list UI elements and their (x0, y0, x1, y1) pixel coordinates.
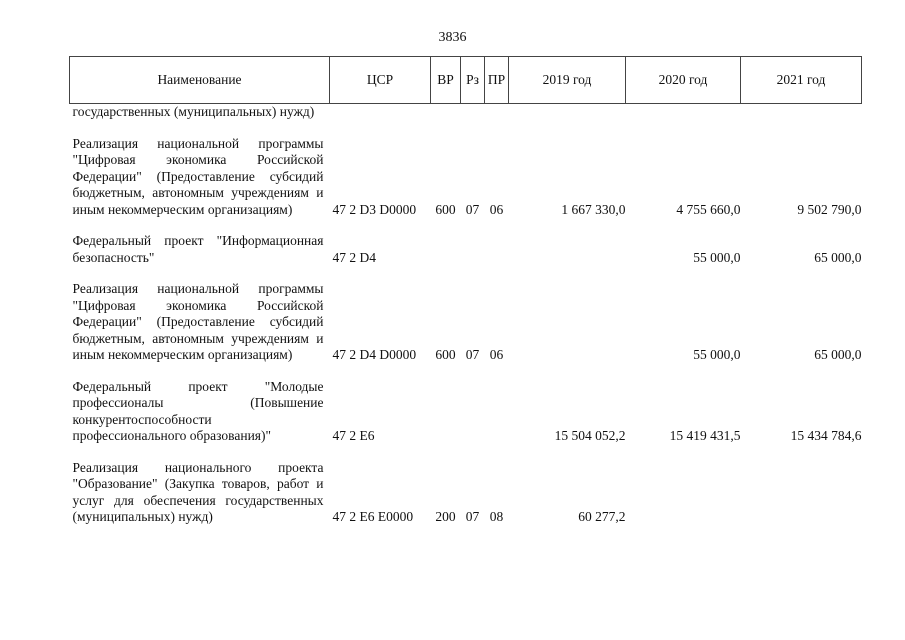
row-vr: 600 (435, 347, 456, 362)
row-value-2020 (626, 460, 741, 529)
table-row (70, 104, 862, 124)
row-value-2021: 65 000,0 (814, 347, 862, 362)
row-pr (485, 233, 509, 269)
row-pr: 08 (489, 509, 504, 524)
row-rz (461, 104, 485, 124)
row-rz: 07 (465, 201, 480, 217)
row-value-2021: 65 000,0 (814, 249, 862, 265)
row-pr: 06 (489, 347, 504, 362)
row-rz: 07 (465, 509, 480, 524)
header-rz: Рз (461, 57, 485, 104)
row-csr: 47 2 E6 E0000 (332, 509, 414, 524)
budget-table (69, 56, 862, 529)
row-name: Федеральный проект "Молодые профессионалы (Повышение конкурентоспособности профессионального образования)" (72, 378, 324, 443)
row-value-2019 (509, 104, 626, 124)
row-value-2019 (509, 233, 626, 269)
row-value-2021: 9 502 790,0 (797, 201, 862, 217)
row-name: Реализация национального проекта "Образование" (Закупка товаров, работ и услуг для обеспечения государственных (муниципальных) нужд) (72, 459, 324, 524)
table-row (70, 233, 862, 269)
row-vr (431, 104, 461, 124)
table-header (70, 57, 862, 104)
row-name: государственных (муниципальных) нужд) (72, 104, 315, 119)
row-vr: 600 (435, 201, 456, 217)
row-csr (330, 104, 431, 124)
row-value-2021 (741, 460, 862, 529)
table-body (70, 104, 862, 529)
row-vr: 200 (435, 509, 456, 524)
row-value-2020: 55 000,0 (693, 347, 741, 362)
header-csr: ЦСР (330, 57, 431, 104)
row-value-2020: 55 000,0 (693, 249, 741, 265)
header-year-2019: 2019 год (509, 57, 626, 104)
table-row (70, 379, 862, 448)
row-name: Федеральный проект "Информационная безопасность" (72, 233, 324, 265)
row-name: Реализация национальной программы "Цифровая экономика Российской Федерации" (Предоставление субсидий бюджетным, автономным учреждениям и иным некоммерческим организациям) (72, 281, 324, 362)
row-rz (461, 233, 485, 269)
row-csr: 47 2 D3 D0000 (332, 201, 417, 217)
row-value-2020: 15 419 431,5 (669, 428, 741, 443)
row-value-2021: 15 434 784,6 (790, 428, 862, 443)
row-value-2019 (509, 281, 626, 367)
row-rz (461, 379, 485, 448)
header-name: Наименование (70, 57, 330, 104)
row-vr (431, 379, 461, 448)
row-pr: 06 (489, 201, 504, 217)
row-value-2019: 60 277,2 (578, 509, 626, 524)
row-value-2020 (626, 104, 741, 124)
row-value-2019: 1 667 330,0 (561, 201, 626, 217)
table-row (70, 460, 862, 529)
table-row (70, 281, 862, 367)
page-number: 3836 (438, 30, 467, 45)
header-year-2021: 2021 год (741, 57, 862, 104)
row-vr (431, 233, 461, 269)
row-csr: 47 2 E6 (332, 428, 375, 443)
row-pr (485, 104, 509, 124)
header-year-2020: 2020 год (626, 57, 741, 104)
row-rz: 07 (465, 347, 480, 362)
row-value-2020: 4 755 660,0 (676, 201, 741, 217)
table-row (70, 136, 862, 222)
row-value-2021 (741, 104, 862, 124)
row-csr: 47 2 D4 D0000 (332, 347, 417, 362)
row-value-2019: 15 504 052,2 (554, 428, 626, 443)
row-csr: 47 2 D4 (332, 249, 376, 265)
header-pr: ПР (485, 57, 509, 104)
row-pr (485, 379, 509, 448)
row-name: Реализация национальной программы "Цифровая экономика Российской Федерации" (Предоставление субсидий бюджетным, автономным учреждениям и иным некоммерческим организациям) (72, 135, 324, 217)
header-vr: ВР (431, 57, 461, 104)
